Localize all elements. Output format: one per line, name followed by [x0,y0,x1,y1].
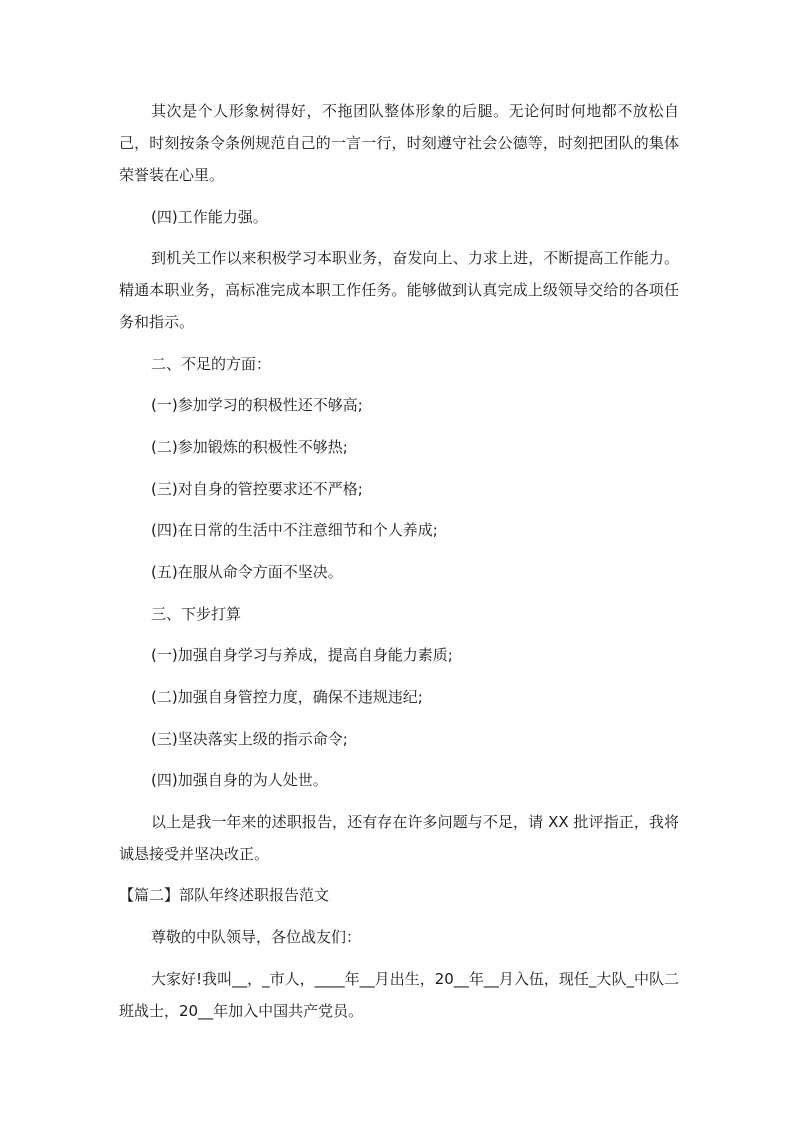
list-item-shortcoming-3: (三)对自身的管控要求还不严格; [151,480,363,498]
list-item-plan-4: (四)加强自身的为人处世。 [151,771,328,789]
heading-shortcomings: 二、不足的方面： [151,355,272,373]
paragraph-conclusion: 以上是我一年来的述职报告，还有存在许多问题与不足，请 XX 批评指正，我将诚恳接受并坚决改正。 [119,813,679,863]
section-title-part-two: 【篇二】部队年终述职报告范文 [119,886,330,904]
list-item-shortcoming-5: (五)在服从命令方面不坚决。 [151,563,343,581]
heading-next-plans: 三、下步打算 [151,605,242,623]
paragraph-personal-image: 其次是个人形象树得好，不拖团队整体形象的后腿。无论何时何地都不放松自己，时刻按条令条例规范自己的一言一行，时刻遵守社会公德等，时刻把团队的集体荣誉装在心里。 [119,102,679,184]
heading-work-ability: (四)工作能力强。 [151,208,268,226]
list-item-shortcoming-4: (四)在日常的生活中不注意细节和个人养成; [151,521,438,539]
list-item-plan-1: (一)加强自身学习与养成，提高自身能力素质; [151,646,453,664]
list-item-shortcoming-2: (二)参加锻炼的积极性不够热; [151,438,348,456]
list-item-plan-2: (二)加强自身管控力度，确保不违规违纪; [151,688,423,706]
list-item-shortcoming-1: (一)参加学习的积极性还不够高; [151,396,363,414]
list-item-plan-3: (三)坚决落实上级的指示命令; [151,730,348,748]
paragraph-self-introduction: 大家好!我叫__，_市人，____年__月出生，20__年__月入伍，现任_大队_中队二班战士，20__年加入中国共产党员。 [119,970,679,1020]
paragraph-greeting: 尊敬的中队领导，各位战友们： [151,928,362,946]
paragraph-work-ability: 到机关工作以来积极学习本职业务，奋发向上、力求上进，不断提高工作能力。精通本职业务，高标准完成本职工作任务。能够做到认真完成上级领导交给的各项任务和指示。 [119,249,679,331]
